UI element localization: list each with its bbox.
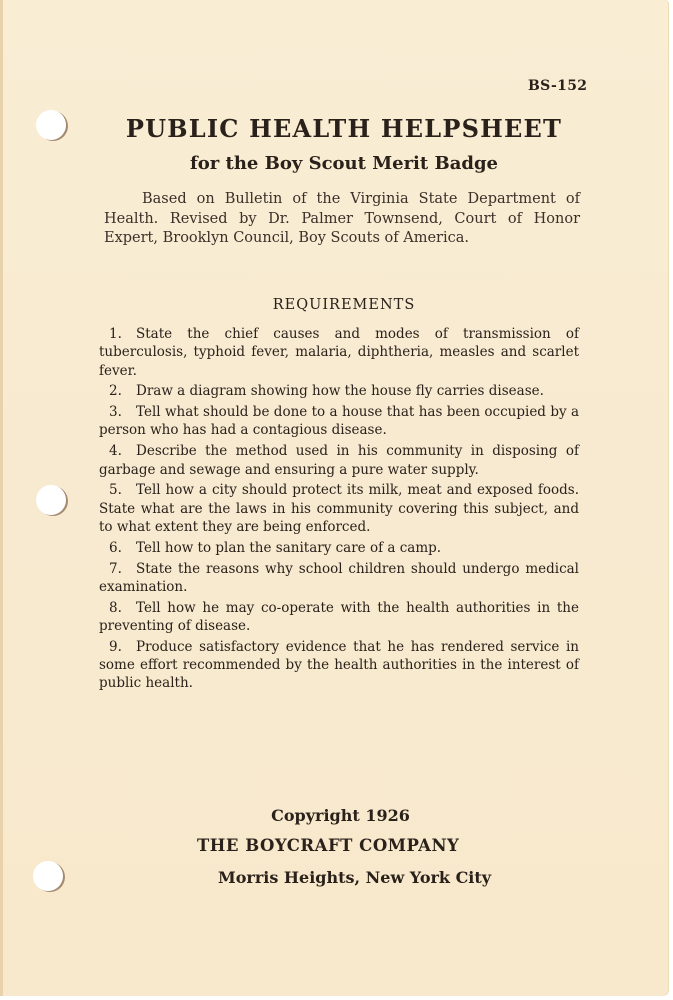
requirements-heading: REQUIREMENTS (272, 297, 416, 313)
requirement-item (99, 481, 579, 536)
requirements-list (99, 325, 579, 695)
requirement-item (99, 325, 579, 380)
requirement-number: 3. (109, 404, 122, 421)
requirement-number: 4. (109, 443, 122, 460)
requirement-text: Describe the method used in his community in disposing of garbage and sewage and ensuring a pure water supply. (99, 443, 579, 478)
requirement-text: State the reasons why school children should undergo medical examination. (99, 560, 579, 595)
document-code: BS-152 (528, 78, 588, 94)
requirement-item (99, 403, 579, 440)
requirement-text: Tell how a city should protect its milk, meat and exposed foods. State what are the laws in his community covering this subject, and to what extent they are being enforced. (99, 482, 579, 535)
requirement-item (99, 599, 579, 636)
publisher-name: THE BOYCRAFT COMPANY (197, 836, 460, 855)
requirement-item (99, 442, 579, 479)
requirement-item (99, 382, 579, 400)
binder-hole-bottom (33, 861, 63, 891)
publisher-address: Morris Heights, New York City (218, 868, 492, 887)
requirement-text: Draw a diagram showing how the house fly carries disease. (136, 383, 544, 400)
requirement-text: State the chief causes and modes of transmission of tuberculosis, typhoid fever, malaria, diphtheria, measles and scarlet fever. (99, 326, 579, 379)
requirement-number: 1. (109, 326, 122, 342)
copyright-line: Copyright 1926 (271, 806, 410, 825)
requirement-number: 8. (109, 599, 122, 616)
requirement-item (99, 560, 579, 597)
requirement-number: 6. (109, 539, 122, 556)
requirement-number: 9. (109, 638, 122, 655)
requirement-text: Tell how to plan the sanitary care of a camp. (136, 539, 442, 556)
requirement-item (99, 539, 579, 557)
requirement-text: Tell how he may co-operate with the health authorities in the preventing of disease. (99, 599, 579, 634)
requirement-number: 5. (109, 482, 122, 499)
page-subtitle: for the Boy Scout Merit Badge (190, 153, 498, 174)
requirement-text: Tell what should be done to a house that has been occupied by a person who has had a contagious disease. (99, 404, 579, 439)
page-title: PUBLIC HEALTH HELPSHEET (125, 114, 563, 143)
requirement-number: 7. (109, 560, 122, 577)
binder-hole-middle (36, 485, 66, 515)
intro-paragraph: Based on Bulletin of the Virginia State Department of Health. Revised by Dr. Palmer Townsend, Court of Honor Expert, Brooklyn Council, Boy Scouts of America. (104, 191, 580, 246)
requirement-item (99, 638, 579, 693)
requirement-number: 2. (109, 383, 122, 400)
requirement-text: Produce satisfactory evidence that he has rendered service in some effort recommended by the health authorities in the interest of public health. (99, 638, 579, 692)
